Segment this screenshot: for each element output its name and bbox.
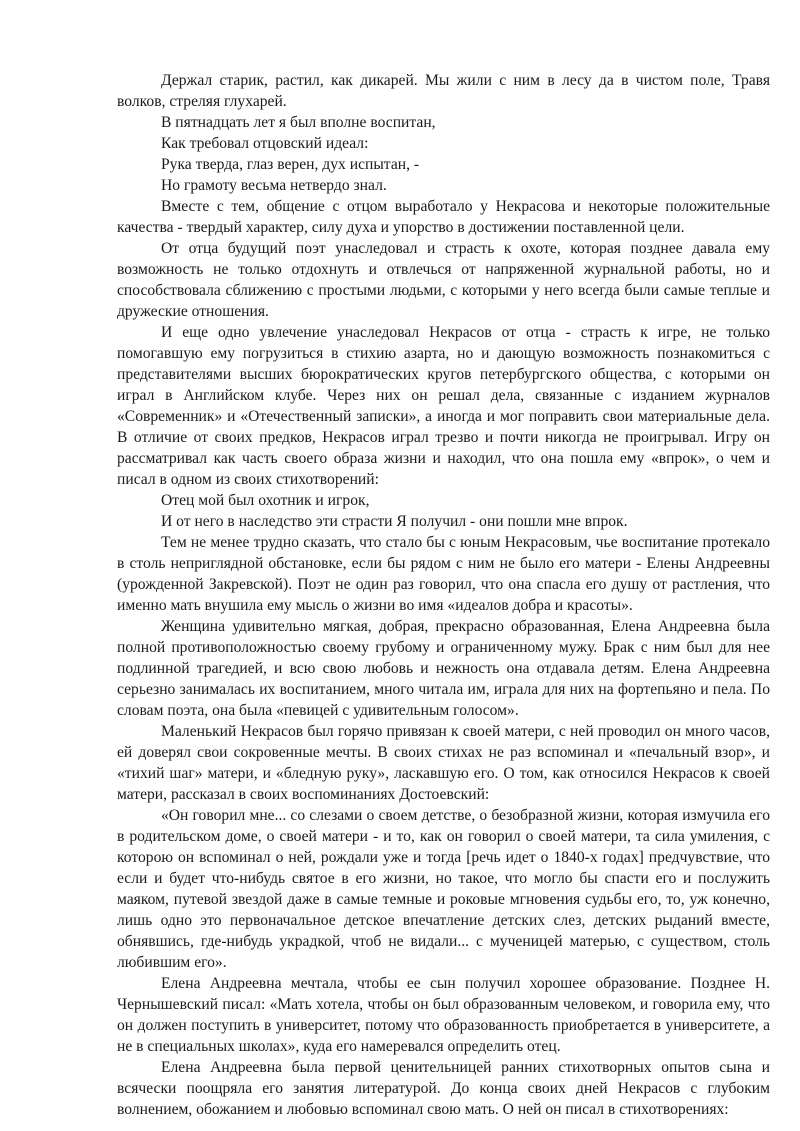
verse-line: Рука тверда, глаз верен, дух испытан, - <box>161 156 420 173</box>
paragraph: Женщина удивительно мягкая, добрая, прекрасно образованная, Елена Андреевна была полной противоположностью своему грубому и ограниченному мужу. Брак с ним был для нее подлинной трагедией, и всю свою любовь и нежность она отдавала детям. Елена Андреевна серьезно занималась их воспитанием, много читала им, играла для них на фортепьяно и пела. По словам поэта, она была «певицей с удивительным голосом». <box>117 618 770 719</box>
paragraph: И еще одно увлечение унаследовал Некрасов от отца - страсть к игре, не только помогавшую ему погрузиться в стихию азарта, но и дающую возможность познакомиться с представителями высших бюрократических кругов петербургского общества, с которыми он играл в Английском клубе. Через них он решал дела, связанные с изданием журналов «Современник» и «Отечественный записки», а иногда и мог поправить свои материальные дела. В отличие от своих предков, Некрасов играл трезво и почти никогда не проигрывал. Игру он рассматривал как часть своего образа жизни и находил, что она пошла ему «впрок», о чем и писал в одном из своих стихотворений: <box>117 324 770 488</box>
paragraph: От отца будущий поэт унаследовал и страсть к охоте, которая позднее давала ему возможность не только отдохнуть и отвлечься от напряженной журнальной работы, но и способствовала сближению с простыми людьми, с которыми у него всегда были самые теплые и дружеские отношения. <box>117 240 770 320</box>
verse-line: В пятнадцать лет я был вполне воспитан, <box>161 114 436 131</box>
paragraph: Тем не менее трудно сказать, что стало бы с юным Некрасовым, чье воспитание протекало в столь неприглядной обстановке, если бы рядом с ним не было его матери - Елены Андреевны (урожденной Закревской). Поэт не один раз говорил, что она спасла его душу от растления, что именно мать внушила ему мысль о жизни во имя «идеалов добра и красоты». <box>117 534 770 614</box>
paragraph: Елена Андреевна мечтала, чтобы ее сын получил хорошее образование. Позднее Н. Чернышевский писал: «Мать хотела, чтобы он был образованным человеком, и говорила ему, что он должен поступить в университет, потому что образованность приобретается в университете, а не в специальных школах», куда его намеревался определить отец. <box>117 975 770 1055</box>
verse-line: Но грамоту весьма нетвердо знал. <box>161 177 387 194</box>
paragraph: Маленький Некрасов был горячо привязан к своей матери, с ней проводил он много часов, ей доверял свои сокровенные мечты. В своих стихах не раз вспоминал и «печальный взор», и «тихий шаг» матери, и «бледную руку», ласкавшую его. О том, как относился Некрасов к своей матери, рассказал в своих воспоминаниях Достоевский: <box>117 723 770 803</box>
quotation-paragraph: «Он говорил мне... со слезами о своем детстве, о безобразной жизни, которая измучила его в родительском доме, о своей матери - и то, как он говорил о своей матери, та сила умиления, с которою он вспоминал о ней, рождали уже и тогда [речь идет о 1840-х годах] предчувствие, что если и будет что-нибудь святое в его жизни, но такое, что могло бы спасти его и послужить маяком, путевой звездой даже в самые темные и роковые мгновения судьбы его, то, уж конечно, лишь одно это первоначальное детское впечатление детских слез, детских рыданий вместе, обнявшись, где-нибудь украдкой, чтоб не видали... с мученицей матерью, с существом, столь любившим его». <box>117 807 770 971</box>
paragraph: Вместе с тем, общение с отцом выработало у Некрасова и некоторые положительные качества - твердый характер, силу духа и упорство в достижении поставленной цели. <box>117 198 770 236</box>
paragraph: Держал старик, растил, как дикарей. Мы жили с ним в лесу да в чистом поле, Травя волков, стреляя глухарей. <box>117 72 770 110</box>
document-page <box>117 70 770 1120</box>
verse-line: И от него в наследство эти страсти Я получил - они пошли мне впрок. <box>161 513 628 530</box>
paragraph: Елена Андреевна была первой ценительницей ранних стихотворных опытов сына и всячески поощряла его занятия литературой. До конца своих дней Некрасов с глубоким волнением, обожанием и любовью вспоминал свою мать. О ней он писал в стихотворениях: <box>117 1059 770 1118</box>
verse-line: Отец мой был охотник и игрок, <box>161 492 370 509</box>
verse-line: Как требовал отцовский идеал: <box>161 135 369 152</box>
